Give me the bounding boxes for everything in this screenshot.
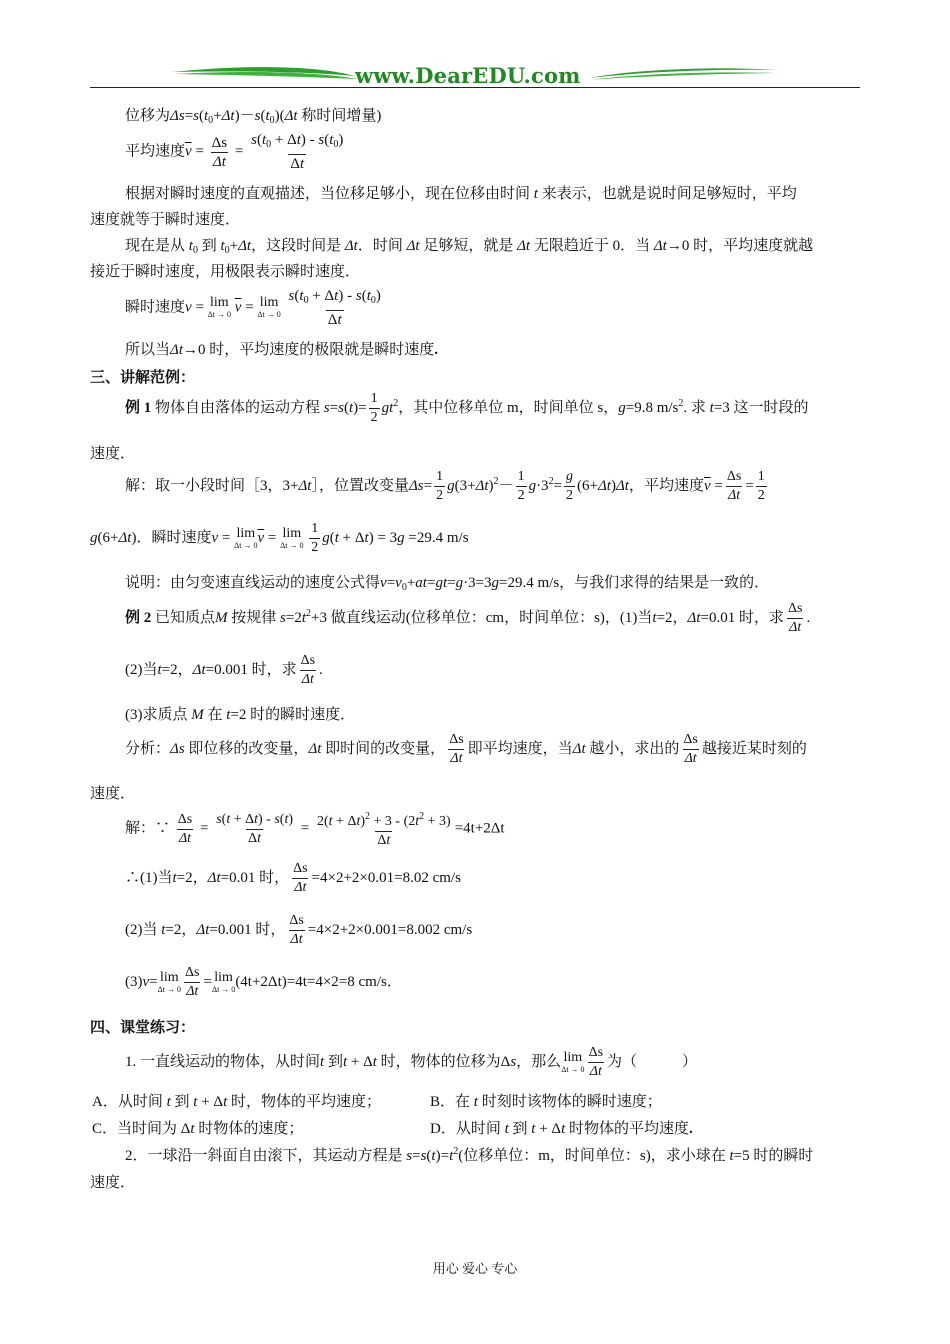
paragraph-limit: 现在是从 $t_0$ 到 $t_0+\Delta t$，这段时间是 Δt．时间 Δt 足够短，就是 Δt 无限趋近于 0．当 Δt→0 时，平均速度就越	[125, 238, 814, 256]
option-b[interactable]: B．在 t 时刻时该物体的瞬时速度；	[430, 1094, 662, 1110]
result-3: (3)v= lim Δt → 0 $\frac{\Delta s}{\Delta t}$ = lim Δt → 0 (4t+2Δt)=4t=4×2=8 cm/s．	[125, 965, 402, 999]
paragraph-limit-cont: 接近于瞬时速度，用极限表示瞬时速度．	[90, 264, 361, 280]
example-2-part2: (2)当t=2，Δt=0.001 时，求 $\frac{\Delta s}{\Delta t}$ .	[125, 653, 323, 687]
line-displacement: 位移为$\Delta s=s(t_0+\Delta t)-s(t_0)(\Delta t$ 称时间增量)	[125, 108, 382, 126]
section-title-exercises: 四、课堂练习：	[90, 1020, 196, 1036]
paragraph-intuitive-cont: 速度就等于瞬时速度．	[90, 212, 241, 228]
note-1: 说明：由匀变速直线运动的速度公式得$v=v_0+at=gt=g\cdot 3=3g=29.4$ m/s，与我们求得的结果是一致的．	[125, 575, 770, 593]
analysis: 分析：Δs 即位移的改变量，Δt 即时间的改变量， $\frac{\Delta s}{\Delta t}$ 即平均速度，当Δt 越小，求出的 $\frac{\Delta s}{\Delta t}$ 越接近某时刻的	[125, 732, 807, 766]
example-1-cont: 速度．	[90, 446, 136, 462]
question-2: 2．一球沿一斜面自由滚下，其运动方程是 $s=s(t)=t^2$(位移单位：m，时间单位：s)，求小球在 t=5 时的瞬时	[125, 1146, 814, 1164]
header-rule	[90, 87, 860, 88]
paragraph-intuitive: 根据对瞬时速度的直观描述，当位移足够小，现在位移由时间 t 来表示，也就是说时间足够短时，平均	[125, 186, 797, 202]
option-d[interactable]: D．从时间 t 到 t + Δt 时物体的平均速度.	[430, 1121, 693, 1137]
solution-1: 解：取一小段时间［3，3+Δt］，位置改变量Δs= $\frac{1}{2}$ $g(3+\Delta t)^2-$ $\frac{1}{2}$ $g\cdot 3^2=$ $\frac{g}{2}$ (6+Δt)Δt，平均速度$\overline{v}$ = $\frac{\Delta s}{\Delta t}$ = $\frac{1}{2}$	[125, 469, 765, 503]
solution-1-cont: g(6+Δt)．瞬时速度v = lim Δt → 0 $\overline{v}$ = lim Δt → 0 $\frac{1}{2}$ g(t + Δt) = 3g =29.4 m/s	[90, 521, 469, 555]
option-c[interactable]: C．当时间为 Δt 时物体的速度；	[92, 1121, 304, 1137]
solution-2: 解：∵ $\frac{\Delta s}{\Delta t}$ = $\frac{s(t + \Delta t) - s(t)}{\Delta t}$ = $\frac{2(t + \Delta t)^2 + 3 - (2t^2 + 3)}{\Delta t}$ =4t+2Δt	[125, 811, 505, 848]
question-2-cont: 速度．	[90, 1175, 136, 1191]
formula-average-velocity: 平均速度$\overline{v}$ = $\frac{\Delta s}{\Delta t}$ = $\frac{s(t_0 + \Delta t) - s(t_0)}{\Delta t}$	[125, 132, 344, 172]
example-2-part3: (3)求质点 M 在 t=2 时的瞬时速度．	[125, 707, 356, 723]
formula-instant-velocity: 瞬时速度v = lim Δt → 0 $\overline{v}$ = lim Δt → 0 $\frac{s(t_0 + \Delta t) - s(t_0)}{\Delta t}$	[125, 288, 381, 328]
paragraph-conclusion: 所以当Δt→0 时，平均速度的极限就是瞬时速度.	[125, 342, 439, 358]
page-footer: 用心 爱心 专心	[432, 1261, 518, 1276]
section-title-examples: 三、讲解范例：	[90, 370, 196, 386]
option-a[interactable]: A．从时间 t 到 t + Δt 时，物体的平均速度；	[92, 1094, 381, 1110]
example-2: 例 2 已知质点M 按规律 $s=2t^2+3$ 做直线运动(位移单位：cm，时间单位：s)，(1)当t=2，Δt=0.01 时，求 $\frac{\Delta s}{\Delta t}$ .	[125, 601, 811, 635]
analysis-cont: 速度．	[90, 786, 136, 802]
header-logo-text: www.DearEDU.com	[355, 63, 581, 88]
example-1: 例 1 物体自由落体的运动方程 s=s(t)= $\frac{1}{2}$ $gt^2$，其中位移单位 m，时间单位 s，g=9.8 $m/s^2$. 求 t=3 这一时段的	[125, 391, 809, 425]
result-2: (2)当 t=2，Δt=0.001 时， $\frac{\Delta s}{\Delta t}$ =4×2+2×0.001=8.002 cm/s	[125, 913, 473, 947]
question-1: 1. 一直线运动的物体，从时间t 到t + Δt 时，物体的位移为Δs，那么 lim Δt → 0 $\frac{\Delta s}{\Delta t}$ 为（ ）	[125, 1045, 698, 1079]
result-1: ∴(1)当t=2，Δt=0.01 时， $\frac{\Delta s}{\Delta t}$ =4×2+2×0.01=8.02 cm/s	[125, 861, 461, 895]
